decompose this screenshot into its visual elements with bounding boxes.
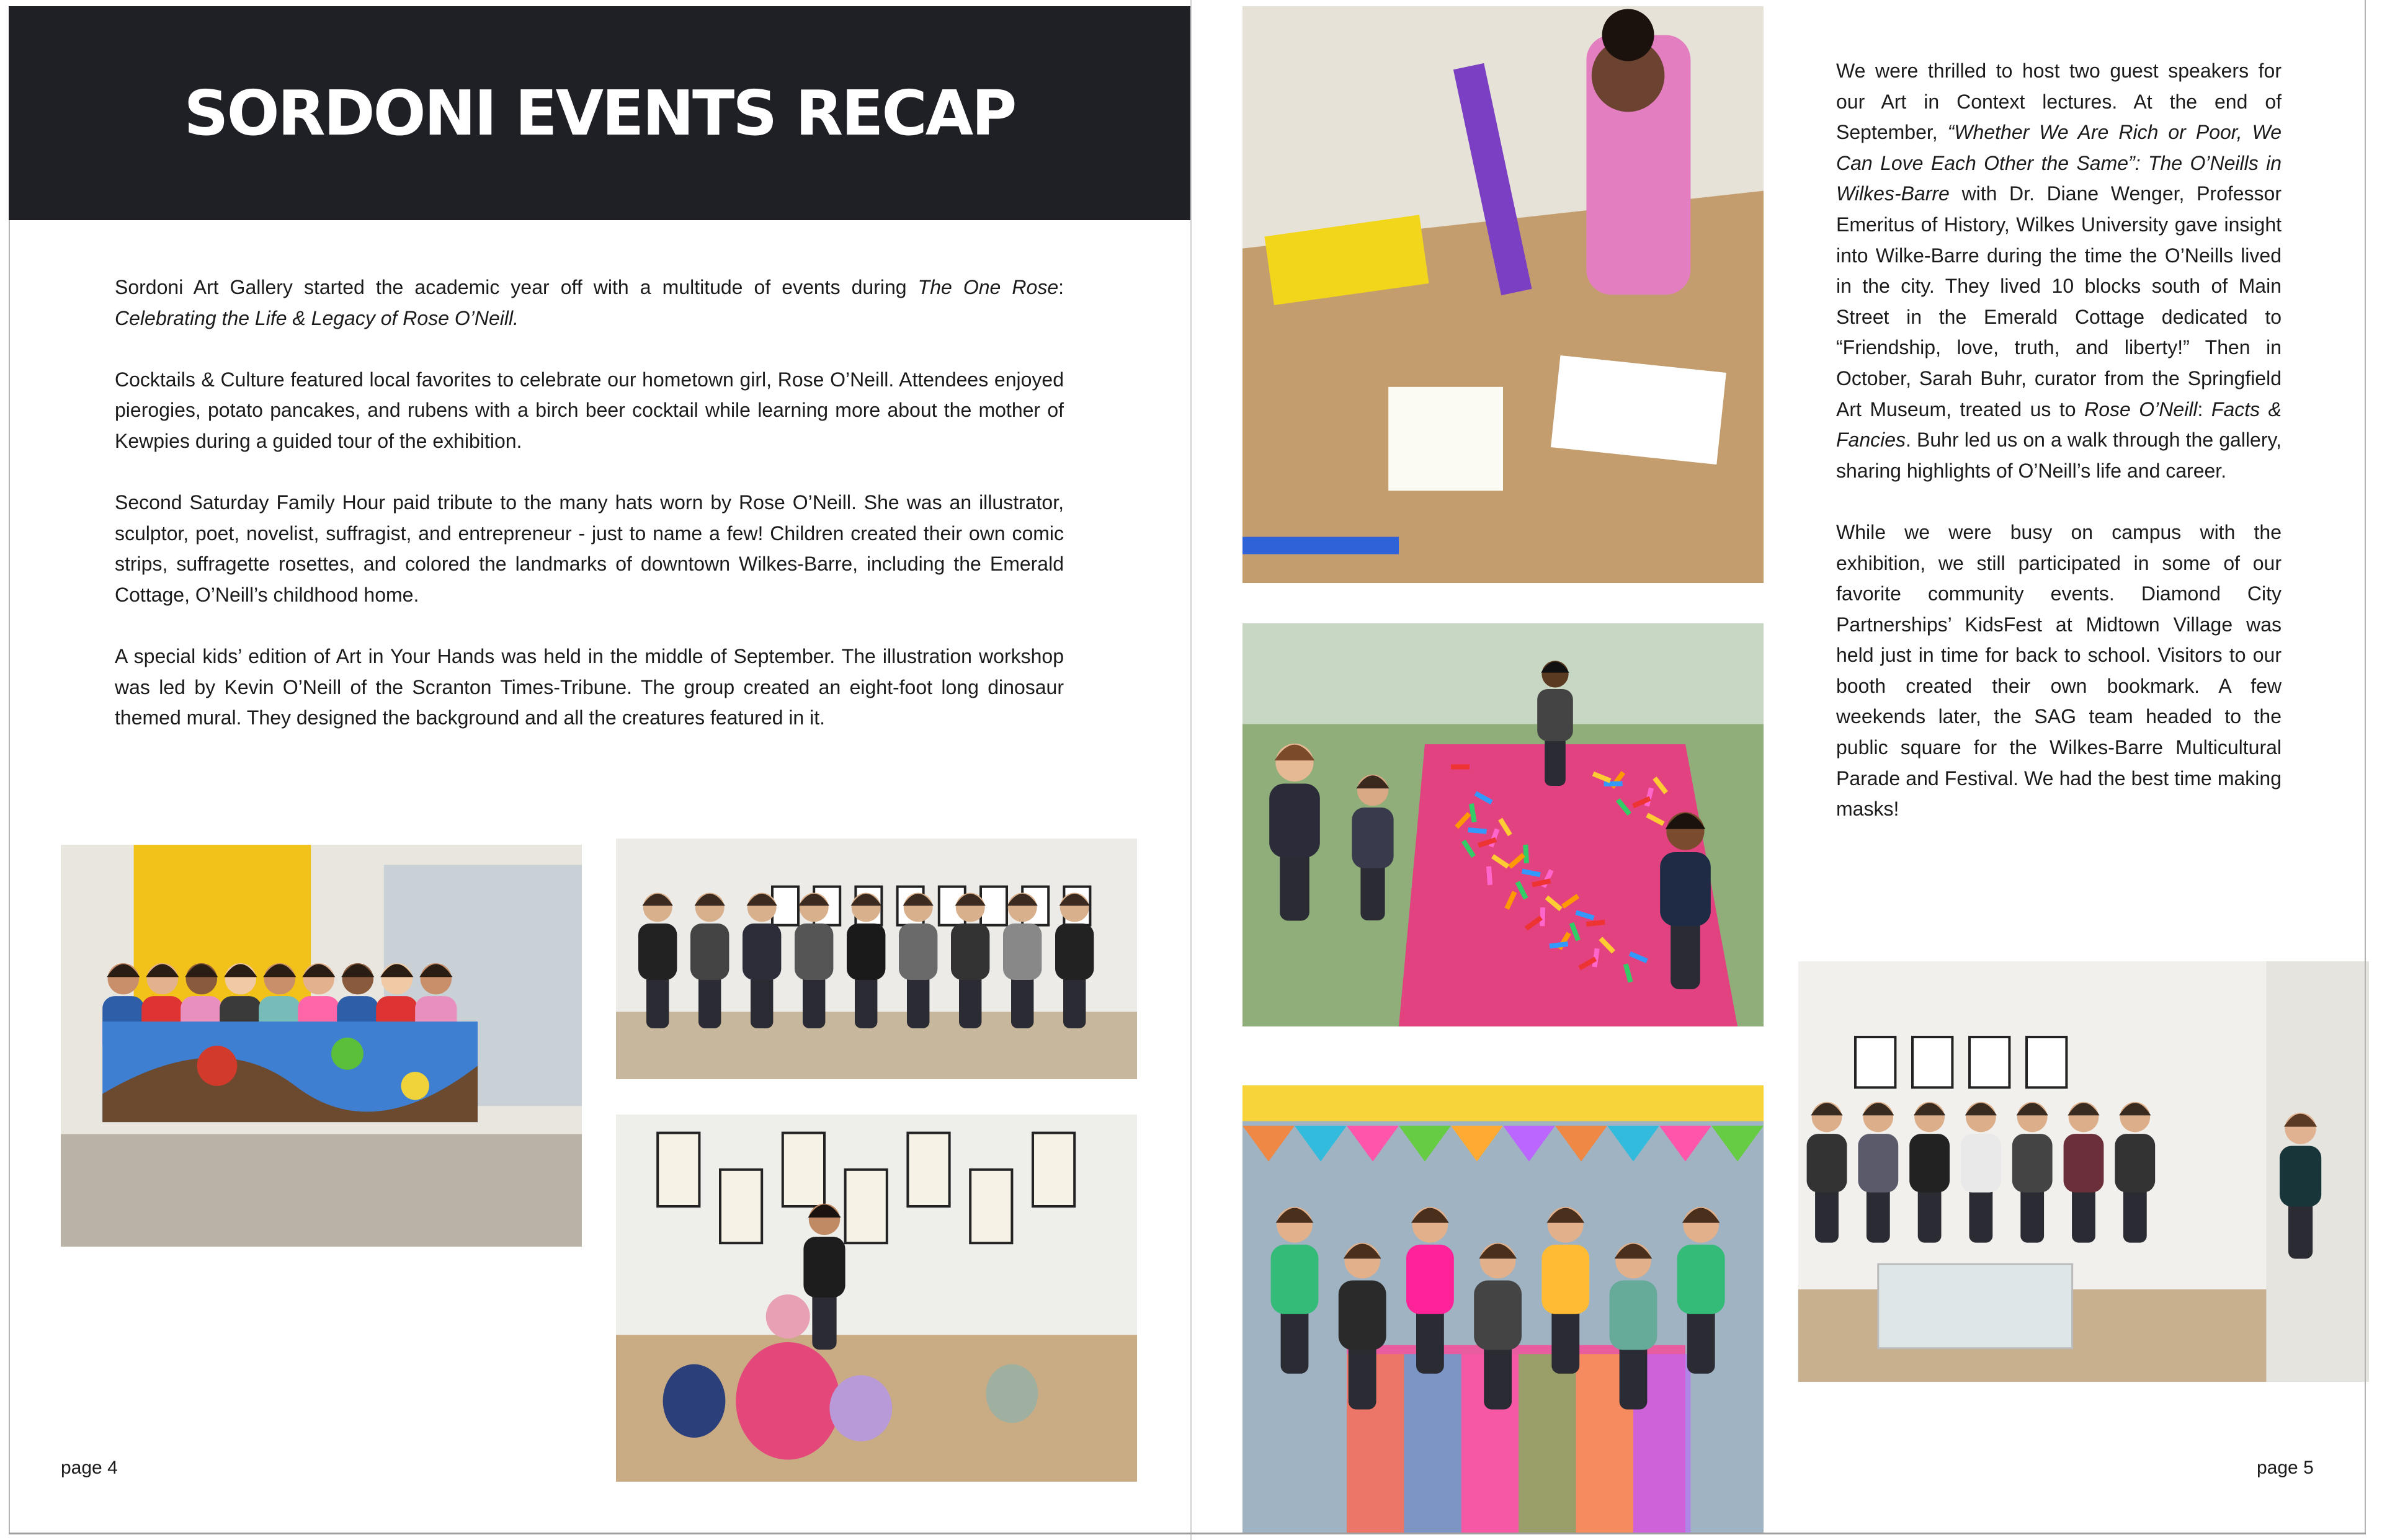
right-article-paragraph bbox=[1836, 517, 2282, 825]
text-run: A special kids’ edition of Art in Your Hands was held in the middle of September. The illustration workshop was led by Kevin O’Neill of the Scranton Times-Tribune. The group created an eight-foot long dinosaur themed mural. They designed the background and all the creatures featured in it. bbox=[115, 645, 1064, 729]
italic-text: Celebrating the Life & Legacy of Rose O’Neill. bbox=[115, 306, 519, 329]
text-run: : bbox=[1058, 276, 1064, 298]
page-border-left bbox=[9, 220, 10, 1534]
photo-mural-group bbox=[61, 845, 582, 1247]
gallery-illustration bbox=[616, 839, 1137, 1079]
italic-text: “Whether We Are Rich or Poor, We Can Love Each Other the Same”: The O’Neills in Wilkes-Barre bbox=[1836, 121, 2282, 205]
text-run: with Dr. Diane Wenger, Professor Emeritus of History, Wilkes University gave insight into Wilke-Barre during the time the O’Neills lived in the city. They lived 10 blocks south of Main Street in the Emerald Cottage dedicated to “Friendship, love, truth, and liberty!” Then in October, Sarah Buhr, curator from the Springfield Art Museum, treated us to bbox=[1836, 182, 2282, 421]
left-article-paragraph bbox=[115, 641, 1064, 734]
text-run: Sordoni Art Gallery started the academic year off with a multitude of events during bbox=[115, 276, 918, 298]
left-article-paragraph bbox=[115, 365, 1064, 457]
photo-festival-masks bbox=[1242, 1085, 1764, 1533]
right-article-text bbox=[1836, 56, 2282, 825]
page-number-left: page 4 bbox=[61, 1458, 118, 1478]
left-article-paragraph bbox=[115, 272, 1064, 334]
craft-illustration bbox=[1242, 6, 1764, 583]
page-title: SORDONI EVENTS RECAP bbox=[184, 77, 1015, 149]
italic-text: Rose O’Neill bbox=[2084, 398, 2198, 421]
text-run: Second Saturday Family Hour paid tribute to the many hats worn by Rose O’Neill. She was an illustrator, sculptor, poet, novelist, suffragist, and entrepreneur - just to name a few! Children created their own comic strips, suffragette rosettes, and colored the landmarks of downtown Wilkes-Barre, including the Emerald Cottage, O’Neill’s childhood home. bbox=[115, 491, 1064, 606]
text-run: : bbox=[2197, 398, 2211, 421]
page-number-right: page 5 bbox=[2257, 1458, 2314, 1478]
festival-illustration bbox=[1242, 1085, 1764, 1533]
photo-kidsfest-table bbox=[1242, 623, 1764, 1026]
photo-paper-craft bbox=[1242, 6, 1764, 583]
title-banner bbox=[9, 6, 1190, 220]
family-illustration bbox=[616, 1115, 1137, 1482]
photo-gallery-tour bbox=[616, 839, 1137, 1079]
text-run: . Buhr led us on a walk through the gallery, sharing highlights of O’Neill’s life and career. bbox=[1836, 429, 2282, 482]
text-run: While we were busy on campus with the exhibition, we still participated in some of our favorite community events. Diamond City Partnerships’ KidsFest at Midtown Village was held just in time for back to school. Visitors to our booth created their own bookmark. A few weekends later, the SAG team headed to the public square for the Wilkes-Barre Multicultural Parade and Festival. We had the best time making masks! bbox=[1836, 520, 2282, 821]
left-article-text bbox=[115, 272, 1064, 734]
page-border-bottom bbox=[9, 1533, 2366, 1534]
left-page bbox=[0, 0, 1190, 1540]
kidsfest-illustration bbox=[1242, 623, 1764, 1026]
right-article-paragraph bbox=[1836, 56, 2282, 486]
lecture-illustration bbox=[1798, 961, 2369, 1382]
page-border-right bbox=[2365, 0, 2366, 1534]
italic-text: The One Rose bbox=[917, 276, 1059, 298]
left-article-paragraph bbox=[115, 487, 1064, 610]
photo-family-hour bbox=[616, 1115, 1137, 1482]
italic-text: Facts & Fancies bbox=[1836, 398, 2282, 452]
mural-illustration bbox=[61, 845, 582, 1247]
photo-lecture-gallery bbox=[1798, 961, 2369, 1382]
text-run: Cocktails & Culture featured local favorites to celebrate our hometown girl, Rose O’Neill. Attendees enjoyed pierogies, potato pancakes, and rubens with a birch beer cocktail while learning more about the mother of Kewpies during a guided tour of the exhibition. bbox=[115, 368, 1064, 452]
text-run: We were thrilled to host two guest speakers for our Art in Context lectures. At the end of September, bbox=[1836, 60, 2282, 144]
